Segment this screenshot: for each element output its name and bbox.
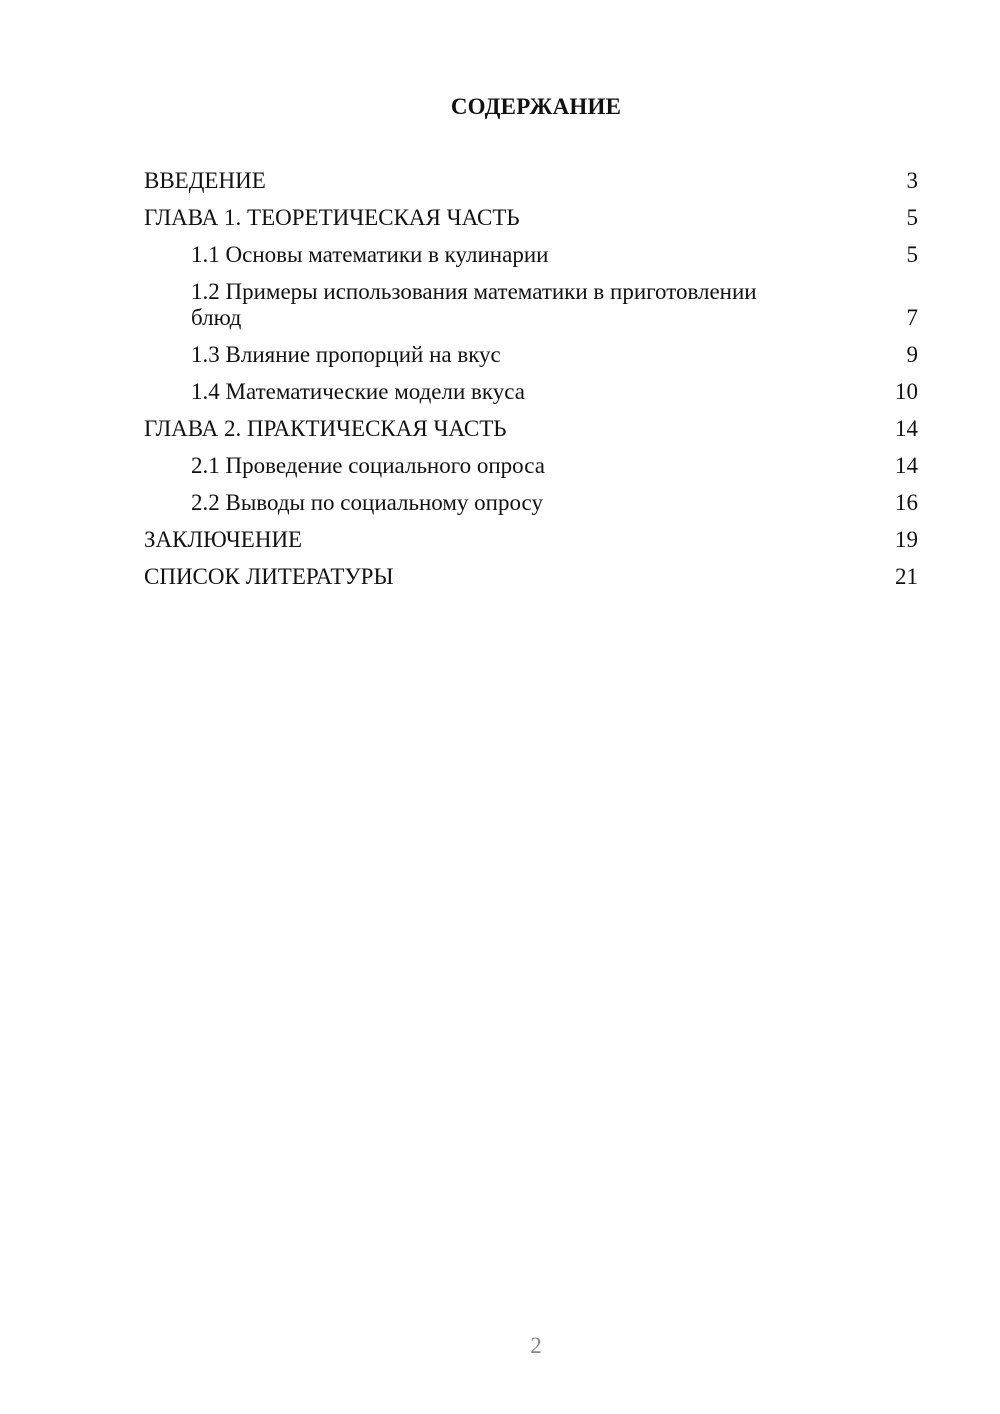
toc-entry	[144, 342, 918, 379]
toc-entry-page: 14	[895, 416, 918, 441]
toc-entry	[144, 168, 918, 205]
toc-entry-page: 9	[906, 342, 918, 367]
toc-entry-label: 1.1 Основы математики в кулинарии	[191, 242, 549, 267]
toc-entry-label: 1.2 Примеры использования математики в приготовлении блюд	[191, 279, 757, 330]
toc-entry	[144, 453, 918, 490]
toc-entry-page: 14	[895, 453, 918, 478]
table-of-contents	[144, 168, 918, 601]
toc-entry-label: ЗАКЛЮЧЕНИЕ	[144, 527, 303, 552]
toc-entry-page: 3	[906, 168, 918, 193]
page-number: 2	[530, 1333, 542, 1358]
toc-entry-label: 1.3 Влияние пропорций на вкус	[191, 342, 501, 367]
toc-entry-page: 5	[906, 242, 918, 267]
toc-entry	[144, 379, 918, 416]
toc-entry-label: 1.4 Математические модели вкуса	[191, 379, 525, 404]
page-title: СОДЕРЖАНИЕ	[450, 94, 622, 119]
toc-entry	[144, 564, 918, 601]
toc-entry-label: ВВЕДЕНИЕ	[144, 168, 266, 193]
toc-entry-label: ГЛАВА 2. ПРАКТИЧЕСКАЯ ЧАСТЬ	[144, 416, 507, 441]
toc-entry-page: 19	[895, 527, 918, 552]
toc-entry-page: 21	[895, 564, 918, 589]
toc-entry-label: ГЛАВА 1. ТЕОРЕТИЧЕСКАЯ ЧАСТЬ	[144, 205, 520, 230]
toc-entry	[144, 490, 918, 527]
toc-entry	[144, 279, 918, 342]
toc-entry	[144, 416, 918, 453]
toc-entry-page: 5	[906, 205, 918, 230]
toc-entry	[144, 205, 918, 242]
toc-entry-page: 16	[895, 490, 918, 515]
toc-entry-page: 7	[906, 305, 918, 330]
toc-entry-page: 10	[895, 379, 918, 404]
toc-entry-label: 2.1 Проведение социального опроса	[191, 453, 545, 478]
toc-entry-label: 2.2 Выводы по социальному опросу	[191, 490, 543, 515]
toc-entry	[144, 242, 918, 279]
toc-entry	[144, 527, 918, 564]
toc-entry-label: СПИСОК ЛИТЕРАТУРЫ	[144, 564, 394, 589]
